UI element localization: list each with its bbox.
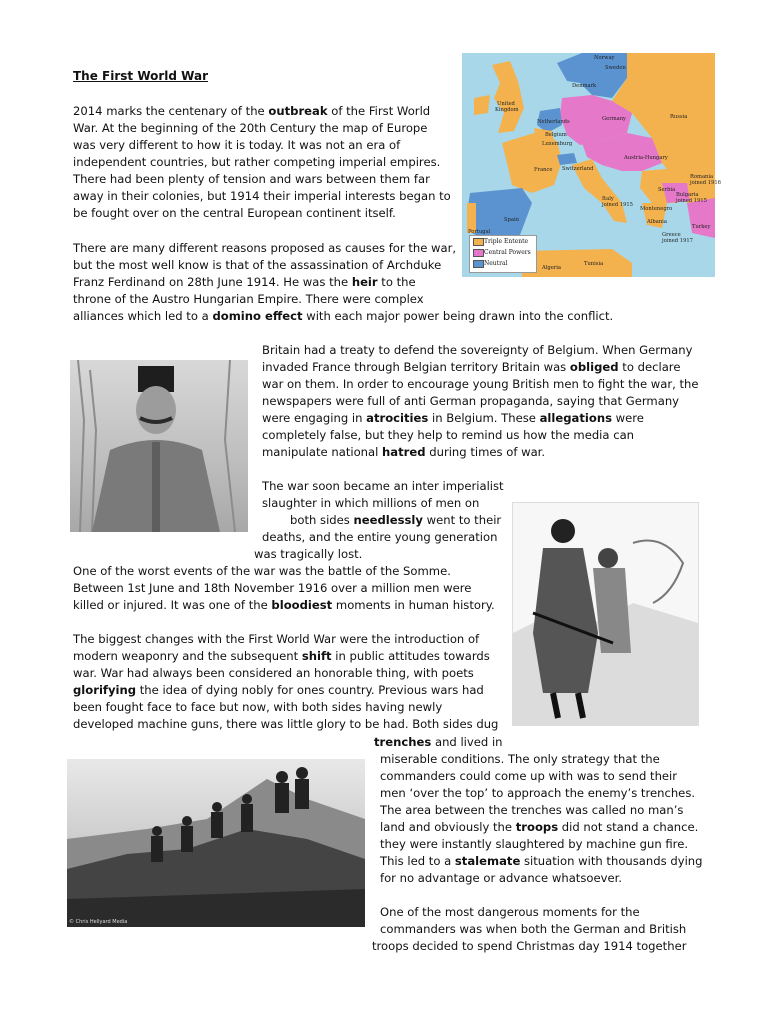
paragraph-4-line: [73, 563, 451, 580]
text-span: The biggest changes with the First World War were the introduction of: [73, 632, 480, 646]
svg-text:joined 1916: joined 1916: [690, 180, 721, 186]
paragraph-3-line: [262, 427, 634, 444]
text-span: The war soon became an inter imperialist: [262, 479, 504, 493]
map-legend: [469, 235, 537, 273]
text-span: of the First World: [327, 104, 431, 118]
text-span: with each major power being drawn into the conflict.: [302, 309, 614, 323]
paragraph-5-line: [380, 751, 660, 768]
paragraph-4-line: [262, 478, 504, 495]
text-span: War. At the beginning of the 20th Century the map of Europe: [73, 121, 428, 135]
text-span: There are many different reasons proposed as causes for the war,: [73, 241, 457, 255]
text-span: newspapers were full of anti German propaganda, saying that Germany: [262, 394, 680, 408]
text-span: situation with thousands dying: [520, 854, 703, 868]
text-span: were: [611, 411, 644, 425]
svg-text:joined 1915: joined 1915: [676, 198, 707, 204]
keyword-bold: domino effect: [212, 309, 303, 323]
text-span: Between 1st June and 18th November 1916 over a million men were: [73, 581, 472, 595]
legend-label: Central Powers: [484, 249, 531, 256]
portrait-graphic: [70, 360, 248, 532]
keyword-bold: shift: [301, 649, 332, 663]
text-span: to the: [377, 275, 416, 289]
paragraph-1-line: [73, 188, 451, 205]
text-span: This led to a: [380, 854, 455, 868]
svg-text:Belgium: Belgium: [545, 132, 567, 138]
paragraph-6-line: [380, 904, 640, 921]
text-span: be fought over on the central European continent itself.: [73, 206, 396, 220]
svg-text:Greece: Greece: [662, 232, 681, 238]
paragraph-5-line: [380, 853, 703, 870]
paragraph-5-line: [73, 682, 484, 699]
paragraph-5-line: [73, 699, 442, 716]
paragraph-5-line: [73, 716, 498, 733]
text-span: One of the worst events of the war was the battle of the Somme.: [73, 564, 451, 578]
svg-text:joined 1917: joined 1917: [662, 238, 693, 244]
svg-text:Germany: Germany: [602, 116, 626, 122]
text-span: was tragically lost.: [254, 547, 363, 561]
keyword-bold: heir: [351, 275, 378, 289]
text-span: war. War had always been considered an honorable thing, with poets: [73, 666, 474, 680]
keyword-bold: trenches: [374, 735, 432, 749]
legend-item-central-powers: [470, 247, 536, 258]
text-span: One of the most dangerous moments for the: [380, 905, 640, 919]
text-span: in Belgium. These: [428, 411, 540, 425]
svg-text:Serbia: Serbia: [658, 187, 676, 193]
svg-text:Russia: Russia: [670, 114, 688, 120]
text-span: killed or injured. It was one of the: [73, 598, 272, 612]
paragraph-5-line: [380, 785, 695, 802]
legend-item-neutral: [470, 258, 536, 269]
svg-text:United: United: [497, 101, 515, 107]
paragraph-5-line: [380, 870, 622, 887]
keyword-bold: outbreak: [268, 104, 328, 118]
svg-text:Denmark: Denmark: [572, 83, 597, 89]
text-span: did not stand a chance.: [558, 820, 699, 834]
paragraph-5-line: [380, 836, 688, 853]
trench-graphic: [67, 759, 365, 927]
photo-credit: © Chris Hellyard Media: [69, 919, 128, 925]
text-span: 2014 marks the centenary of the: [73, 104, 269, 118]
paragraph-1-line: [73, 205, 396, 222]
text-span: to declare: [618, 360, 681, 374]
text-span: commanders was when both the German and British: [380, 922, 687, 936]
legend-label: Neutral: [484, 260, 508, 267]
paragraph-3-line: [262, 359, 680, 376]
text-span: but the most well know is that of the assassination of Archduke: [73, 258, 442, 272]
paragraph-6-line: [380, 921, 686, 938]
text-span: Britain had a treaty to defend the sovereignty of Belgium. When Germany: [262, 343, 693, 357]
svg-text:Albania: Albania: [647, 219, 667, 225]
paragraph-1-line: [73, 171, 430, 188]
svg-text:Netherlands: Netherlands: [537, 119, 570, 125]
paragraph-6-line: [372, 938, 686, 955]
paragraph-2-line: [73, 257, 441, 274]
svg-text:Portugal: Portugal: [468, 229, 491, 235]
paragraph-3-line: [262, 444, 545, 461]
paragraph-2-line: [73, 274, 416, 291]
text-span: Franz Ferdinand on 28th June 1914. He was the: [73, 275, 352, 289]
paragraph-5-line: [380, 819, 698, 836]
propaganda-cartoon-image: [512, 502, 699, 726]
paragraph-5-line: [73, 648, 490, 665]
text-span: they were instantly slaughtered by machine gun fire.: [380, 837, 689, 851]
text-span: invaded France through Belgian territory Britain was: [262, 360, 570, 374]
keyword-bold: troops: [515, 820, 559, 834]
trench-photo: [67, 759, 365, 927]
paragraph-4-line: [262, 529, 497, 546]
text-span: There had been plenty of tension and wars between them far: [73, 172, 430, 186]
keyword-bold: stalemate: [454, 854, 521, 868]
paragraph-3-line: [262, 410, 644, 427]
paragraph-5-line: [380, 768, 677, 785]
svg-text:Kingdom: Kingdom: [495, 107, 519, 113]
paragraph-5-line: [73, 665, 474, 682]
svg-text:Italy: Italy: [602, 196, 614, 202]
paragraph-3-line: [262, 342, 692, 359]
text-span: went to their: [422, 513, 502, 527]
paragraph-4-line: [290, 512, 501, 529]
svg-text:Spain: Spain: [504, 217, 519, 223]
paragraph-3-line: [262, 393, 679, 410]
svg-text:Sweden: Sweden: [605, 65, 626, 71]
keyword-bold: glorifying: [73, 683, 137, 697]
europe-1914-map: [462, 53, 721, 277]
svg-text:Turkey: Turkey: [692, 224, 711, 230]
text-span: completely false, but they help to remind us how the media can: [262, 428, 635, 442]
text-span: independent countries, but rather competing imperial empires.: [73, 155, 441, 169]
svg-text:Norway: Norway: [594, 55, 615, 61]
paragraph-1-line: [73, 120, 427, 137]
legend-swatch: [473, 249, 484, 257]
legend-label: Triple Entente: [484, 238, 529, 245]
text-span: The area between the trenches was called no man’s: [380, 803, 684, 817]
text-span: commanders could come up with was to send their: [380, 769, 678, 783]
paragraph-5-line: [380, 802, 683, 819]
text-span: modern weaponry and the subsequent: [73, 649, 302, 663]
text-span: deaths, and the entire young generation: [262, 530, 498, 544]
keyword-bold: hatred: [382, 445, 426, 459]
paragraph-4-line: [262, 495, 479, 512]
text-span: men ‘over the top’ to approach the enemy’s trenches.: [380, 786, 696, 800]
text-span: throne of the Austro Hungarian Empire. There were complex: [73, 292, 424, 306]
svg-text:Tunisia: Tunisia: [584, 261, 604, 267]
keyword-bold: atrocities: [366, 411, 429, 425]
legend-swatch: [473, 238, 484, 246]
paragraph-3-line: [262, 376, 699, 393]
paragraph-2-line: [73, 240, 456, 257]
svg-text:Austria-Hungary: Austria-Hungary: [624, 155, 668, 161]
text-span: away in their colonies, but 1914 their imperial interests began to: [73, 189, 451, 203]
text-span: moments in human history.: [332, 598, 495, 612]
text-span: slaughter in which millions of men on: [262, 496, 480, 510]
page-title: The First World War: [73, 69, 209, 83]
svg-text:Luxemburg: Luxemburg: [542, 141, 573, 147]
keyword-bold: obliged: [569, 360, 619, 374]
svg-text:Romania: Romania: [690, 174, 714, 180]
archduke-portrait-photo: [70, 360, 248, 532]
paragraph-5-line: [374, 734, 503, 751]
svg-text:joined 1915: joined 1915: [602, 202, 633, 208]
paragraph-5-line: [73, 631, 479, 648]
text-span: for no advantage or advance whatsoever.: [380, 871, 623, 885]
legend-item-triple-entente: [470, 236, 536, 247]
paragraph-4-line: [73, 597, 495, 614]
keyword-bold: allegations: [539, 411, 612, 425]
legend-swatch: [473, 260, 484, 268]
paragraph-4-line: [73, 580, 471, 597]
text-span: both sides: [290, 513, 354, 527]
text-span: troops decided to spend Christmas day 1914 together: [372, 939, 687, 953]
text-span: during times of war.: [425, 445, 546, 459]
text-span: was very different to how it is today. It was not an era of: [73, 138, 401, 152]
svg-text:Bulgaria: Bulgaria: [676, 192, 699, 198]
paragraph-2-line: [73, 308, 613, 325]
svg-text:Montenegro: Montenegro: [640, 206, 673, 212]
text-span: manipulate national: [262, 445, 383, 459]
text-span: war on them. In order to encourage young British men to fight the war, the: [262, 377, 699, 391]
svg-text:Algeria: Algeria: [542, 265, 562, 271]
text-span: were engaging in: [262, 411, 367, 425]
text-span: the idea of dying nobly for ones country. Previous wars had: [136, 683, 484, 697]
paragraph-1-line: [73, 137, 400, 154]
text-span: land and obviously the: [380, 820, 516, 834]
text-span: miserable conditions. The only strategy that the: [380, 752, 660, 766]
paragraph-4-line: [254, 546, 362, 563]
keyword-bold: needlessly: [353, 513, 423, 527]
svg-text:Switzerland: Switzerland: [562, 166, 594, 172]
cartoon-graphic: [513, 503, 698, 725]
text-span: in public attitudes towards: [331, 649, 490, 663]
paragraph-1-line: [73, 154, 440, 171]
text-span: alliances which led to a: [73, 309, 213, 323]
svg-text:France: France: [534, 167, 553, 173]
text-span: been fought face to face but now, with both sides having newly: [73, 700, 443, 714]
keyword-bold: bloodiest: [271, 598, 333, 612]
paragraph-1-line: [73, 103, 430, 120]
text-span: and lived in: [431, 735, 503, 749]
paragraph-2-line: [73, 291, 424, 308]
text-span: developed machine guns, there was little glory to be had. Both sides dug: [73, 717, 499, 731]
